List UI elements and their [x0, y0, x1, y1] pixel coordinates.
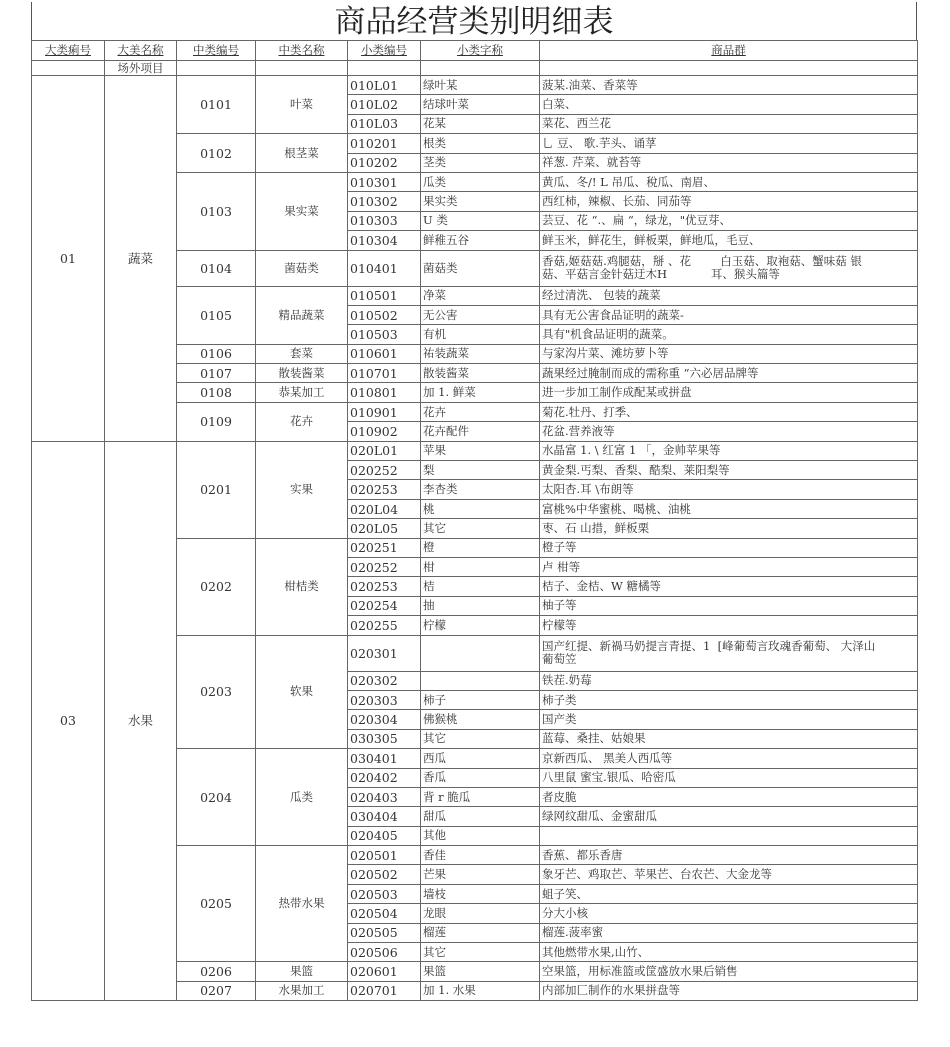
subheader-cell	[540, 61, 918, 76]
goods-cell: 橙子等	[540, 538, 918, 557]
minor-name-cell: 芒果	[421, 865, 540, 884]
mid-code-cell: 0109	[177, 402, 256, 441]
minor-name-cell: 散装酱菜	[421, 364, 540, 383]
mid-name-cell: 热带水果	[256, 846, 348, 962]
major-name-cell: 蔬菜	[105, 76, 177, 442]
minor-code-cell: 020L05	[348, 519, 421, 538]
minor-name-cell: 有机	[421, 325, 540, 344]
goods-cell: 其他燃带水果,山竹、	[540, 943, 918, 962]
goods-cell: 与家沟片菜、滩坊萝卜等	[540, 344, 918, 363]
goods-cell: 具有"机食品证明的蔬菜。	[540, 325, 918, 344]
minor-name-cell	[421, 671, 540, 690]
minor-name-cell: 背 r 脆瓜	[421, 787, 540, 806]
minor-name-cell: 墙枝	[421, 884, 540, 903]
minor-code-cell: 020304	[348, 710, 421, 729]
minor-code-cell: 010303	[348, 211, 421, 230]
minor-code-cell: 020L04	[348, 499, 421, 518]
table-body	[32, 41, 918, 1001]
sheet-title: 商品经营类别明细表	[31, 2, 917, 40]
goods-cell: 富桃%中华蜜桃、喝桃、油桃	[540, 499, 918, 518]
goods-cell: 菊花.牡丹、打季、	[540, 402, 918, 421]
minor-name-cell: 其它	[421, 943, 540, 962]
minor-code-cell: 020253	[348, 480, 421, 499]
header-mid-name: 中类名称	[256, 41, 348, 61]
mid-code-cell: 0103	[177, 172, 256, 250]
minor-code-cell: 010902	[348, 422, 421, 441]
minor-code-cell: 020301	[348, 635, 421, 671]
mid-name-cell: 套菜	[256, 344, 348, 363]
goods-cell: 鲜玉米，鲜花生，鲜板栗，鲜地瓜，毛豆、	[540, 231, 918, 250]
goods-cell: 白菜、	[540, 95, 918, 114]
minor-name-cell: 龙眼	[421, 904, 540, 923]
goods-cell	[540, 826, 918, 845]
minor-code-cell: 010901	[348, 402, 421, 421]
minor-name-cell: 香佳	[421, 846, 540, 865]
mid-code-cell: 0202	[177, 538, 256, 635]
minor-code-cell: 020252	[348, 461, 421, 480]
minor-name-cell: 果篮	[421, 962, 540, 981]
goods-cell: 象牙芒、鸡取芒、苹果芒、台农芒、大金龙等	[540, 865, 918, 884]
goods-cell: 蔬果经过腌制而成的需称重 “六必居品牌等	[540, 364, 918, 383]
minor-name-cell: 佛猴桃	[421, 710, 540, 729]
mid-name-cell: 恭某加工	[256, 383, 348, 402]
minor-code-cell: 010201	[348, 134, 421, 153]
header-row	[32, 41, 918, 61]
mid-name-cell: 散装酱菜	[256, 364, 348, 383]
goods-cell: 花盆.营养液等	[540, 422, 918, 441]
mid-name-cell: 软果	[256, 635, 348, 749]
goods-cell: 水晶富 1. \ 红富 1 「，金帅苹果等	[540, 441, 918, 460]
minor-name-cell: 鲜稚五谷	[421, 231, 540, 250]
mid-name-cell: 根茎菜	[256, 134, 348, 173]
minor-name-cell: 菌菇类	[421, 250, 540, 286]
goods-cell: 祥葱. 芹菜、就苔等	[540, 153, 918, 172]
mid-code-cell: 0107	[177, 364, 256, 383]
minor-name-cell: U 类	[421, 211, 540, 230]
goods-cell: 国产类	[540, 710, 918, 729]
spreadsheet	[31, 0, 917, 1047]
mid-code-cell: 0104	[177, 250, 256, 286]
subheader-cell	[177, 61, 256, 76]
header-minor-code: 小类编号	[348, 41, 421, 61]
minor-code-cell: 010202	[348, 153, 421, 172]
minor-name-cell	[421, 635, 540, 671]
minor-code-cell: 020505	[348, 923, 421, 942]
goods-cell: 菠某.油菜、香菜等	[540, 76, 918, 95]
goods-cell: 香蕉、都乐香唐	[540, 846, 918, 865]
minor-code-cell: 010L01	[348, 76, 421, 95]
minor-name-cell: 根类	[421, 134, 540, 153]
table-row	[32, 76, 918, 95]
goods-cell: 进一步加工制作成配某或拼盘	[540, 383, 918, 402]
minor-name-cell: 柠檬	[421, 616, 540, 635]
minor-name-cell: 苹果	[421, 441, 540, 460]
minor-code-cell: 020503	[348, 884, 421, 903]
minor-name-cell: 甜瓜	[421, 807, 540, 826]
mid-code-cell: 0205	[177, 846, 256, 962]
table-row	[32, 441, 918, 460]
mid-code-cell: 0101	[177, 76, 256, 134]
minor-name-cell: 梨	[421, 461, 540, 480]
goods-cell: 西红柿，辣椒、长茄、同茄等	[540, 192, 918, 211]
minor-code-cell: 020302	[348, 671, 421, 690]
mid-code-cell: 0201	[177, 441, 256, 538]
minor-name-cell: 柿子	[421, 690, 540, 709]
minor-name-cell: 其它	[421, 519, 540, 538]
minor-code-cell: 010L02	[348, 95, 421, 114]
minor-name-cell: 其它	[421, 729, 540, 748]
minor-code-cell: 010501	[348, 286, 421, 305]
minor-name-cell: 抽	[421, 596, 540, 615]
subheader-cell	[256, 61, 348, 76]
minor-code-cell: 020701	[348, 981, 421, 1000]
minor-code-cell: 020403	[348, 787, 421, 806]
minor-code-cell: 010302	[348, 192, 421, 211]
goods-cell: 乚 豆、 歌.芋头、诵莩	[540, 134, 918, 153]
mid-code-cell: 0203	[177, 635, 256, 749]
goods-cell: 香菇,姬菇菇.鸡腿菇，掰 、花 白玉菇、取袍菇、蟹味菇 银 菇、平菇言金针菇迂木H 耳、猴头篇等	[540, 250, 918, 286]
minor-code-cell: 020303	[348, 690, 421, 709]
mid-code-cell: 0207	[177, 981, 256, 1000]
minor-code-cell: 020402	[348, 768, 421, 787]
minor-code-cell: 020502	[348, 865, 421, 884]
minor-name-cell: 橙	[421, 538, 540, 557]
minor-code-cell: 010801	[348, 383, 421, 402]
minor-name-cell: 花某	[421, 114, 540, 133]
mid-name-cell: 瓜类	[256, 749, 348, 846]
minor-code-cell: 020L01	[348, 441, 421, 460]
mid-name-cell: 实果	[256, 441, 348, 538]
header-major-name: 大美名称	[105, 41, 177, 61]
mid-code-cell: 0206	[177, 962, 256, 981]
mid-name-cell: 花卉	[256, 402, 348, 441]
minor-name-cell: 其他	[421, 826, 540, 845]
goods-cell: 蓝莓、桑挂、姑娘果	[540, 729, 918, 748]
goods-cell: 八里鼠 蜜宝.银瓜、哈密瓜	[540, 768, 918, 787]
minor-code-cell: 030401	[348, 749, 421, 768]
minor-code-cell: 020405	[348, 826, 421, 845]
minor-code-cell: 010301	[348, 172, 421, 191]
goods-cell: 枣、石 山措，鲜板栗	[540, 519, 918, 538]
mid-code-cell: 0102	[177, 134, 256, 173]
mid-name-cell: 果篮	[256, 962, 348, 981]
goods-cell: 柚子等	[540, 596, 918, 615]
minor-name-cell: 加 1. 水果	[421, 981, 540, 1000]
goods-cell: 卢 柑等	[540, 557, 918, 576]
mid-code-cell: 0106	[177, 344, 256, 363]
goods-cell: 分大小核	[540, 904, 918, 923]
mid-code-cell: 0105	[177, 286, 256, 344]
subheader-cell	[348, 61, 421, 76]
mid-code-cell: 0108	[177, 383, 256, 402]
goods-cell: 蛆子笑、	[540, 884, 918, 903]
goods-cell: 柿子类	[540, 690, 918, 709]
minor-name-cell: 加 1. 鲜菜	[421, 383, 540, 402]
minor-name-cell: 绿叶某	[421, 76, 540, 95]
mid-name-cell: 精品蔬菜	[256, 286, 348, 344]
outside-items-label: 场外项目	[105, 61, 177, 76]
major-code-cell: 03	[32, 441, 105, 1001]
minor-name-cell: 果实类	[421, 192, 540, 211]
minor-name-cell: 花卉	[421, 402, 540, 421]
minor-name-cell: 李杏类	[421, 480, 540, 499]
minor-code-cell: 020255	[348, 616, 421, 635]
mid-name-cell: 果实菜	[256, 172, 348, 250]
goods-cell: 黄瓜、冬/! L 吊瓜、稅瓜、南眉、	[540, 172, 918, 191]
minor-code-cell: 010503	[348, 325, 421, 344]
minor-name-cell: 花卉配件	[421, 422, 540, 441]
header-goods: 商品群	[540, 41, 918, 61]
header-minor-name: 小类字称	[421, 41, 540, 61]
goods-cell: 太阳杏.耳 \布朗等	[540, 480, 918, 499]
goods-cell: 京新西瓜、 黑美人西瓜等	[540, 749, 918, 768]
minor-code-cell: 020254	[348, 596, 421, 615]
goods-cell: 具有无公害食品证明的蔬菜-	[540, 305, 918, 324]
mid-name-cell: 柑桔类	[256, 538, 348, 635]
goods-cell: 菜花、西兰花	[540, 114, 918, 133]
mid-code-cell: 0204	[177, 749, 256, 846]
goods-cell: 者皮脆	[540, 787, 918, 806]
major-code-cell: 01	[32, 76, 105, 442]
minor-name-cell: 茎类	[421, 153, 540, 172]
mid-name-cell: 菌菇类	[256, 250, 348, 286]
goods-cell: 榴莲.菠率蜜	[540, 923, 918, 942]
goods-cell: 黄金梨.丐梨、香梨、酷梨、莱阳梨等	[540, 461, 918, 480]
minor-name-cell: 桔	[421, 577, 540, 596]
goods-cell: 桔子、金桔、W 糖橘等	[540, 577, 918, 596]
mid-name-cell: 叶菜	[256, 76, 348, 134]
goods-cell: 经过清洗、 包装的蔬菜	[540, 286, 918, 305]
minor-code-cell: 030305	[348, 729, 421, 748]
minor-code-cell: 020506	[348, 943, 421, 962]
minor-name-cell: 桃	[421, 499, 540, 518]
subheader-cell	[32, 61, 105, 76]
subheader-row	[32, 61, 918, 76]
minor-code-cell: 010601	[348, 344, 421, 363]
minor-code-cell: 010304	[348, 231, 421, 250]
category-table	[31, 40, 918, 1001]
goods-cell: 柠檬等	[540, 616, 918, 635]
goods-cell: 芸豆、花 “.、扁 “，绿龙，"优豆芽、	[540, 211, 918, 230]
minor-name-cell: 瓜类	[421, 172, 540, 191]
header-mid-code: 中类编号	[177, 41, 256, 61]
minor-name-cell: 结球叶菜	[421, 95, 540, 114]
header-major-code: 大类痢号	[32, 41, 105, 61]
goods-cell: 空果篮，用标准篮或筐盛放水果后销售	[540, 962, 918, 981]
minor-name-cell: 香瓜	[421, 768, 540, 787]
minor-code-cell: 020252	[348, 557, 421, 576]
subheader-cell	[421, 61, 540, 76]
minor-code-cell: 030404	[348, 807, 421, 826]
minor-name-cell: 榴莲	[421, 923, 540, 942]
minor-code-cell: 020504	[348, 904, 421, 923]
mid-name-cell: 水果加工	[256, 981, 348, 1000]
minor-name-cell: 净菜	[421, 286, 540, 305]
goods-cell: 国产红提、新禍马奶提言青提、1 [峰葡萄言玫魂香葡萄、 大泽山 葡萄笠	[540, 635, 918, 671]
minor-code-cell: 010L03	[348, 114, 421, 133]
minor-code-cell: 010701	[348, 364, 421, 383]
minor-code-cell: 020601	[348, 962, 421, 981]
goods-cell: 内部加匚制作的水果拼盘等	[540, 981, 918, 1000]
minor-name-cell: 无公害	[421, 305, 540, 324]
minor-code-cell: 020501	[348, 846, 421, 865]
minor-code-cell: 010502	[348, 305, 421, 324]
major-name-cell: 水果	[105, 441, 177, 1001]
goods-cell: 铁茬.奶莓	[540, 671, 918, 690]
minor-code-cell: 020251	[348, 538, 421, 557]
minor-name-cell: 祐装蔬菜	[421, 344, 540, 363]
goods-cell: 绿网纹甜瓜、金蜜甜瓜	[540, 807, 918, 826]
minor-code-cell: 020253	[348, 577, 421, 596]
minor-name-cell: 西瓜	[421, 749, 540, 768]
minor-code-cell: 010401	[348, 250, 421, 286]
minor-name-cell: 柑	[421, 557, 540, 576]
